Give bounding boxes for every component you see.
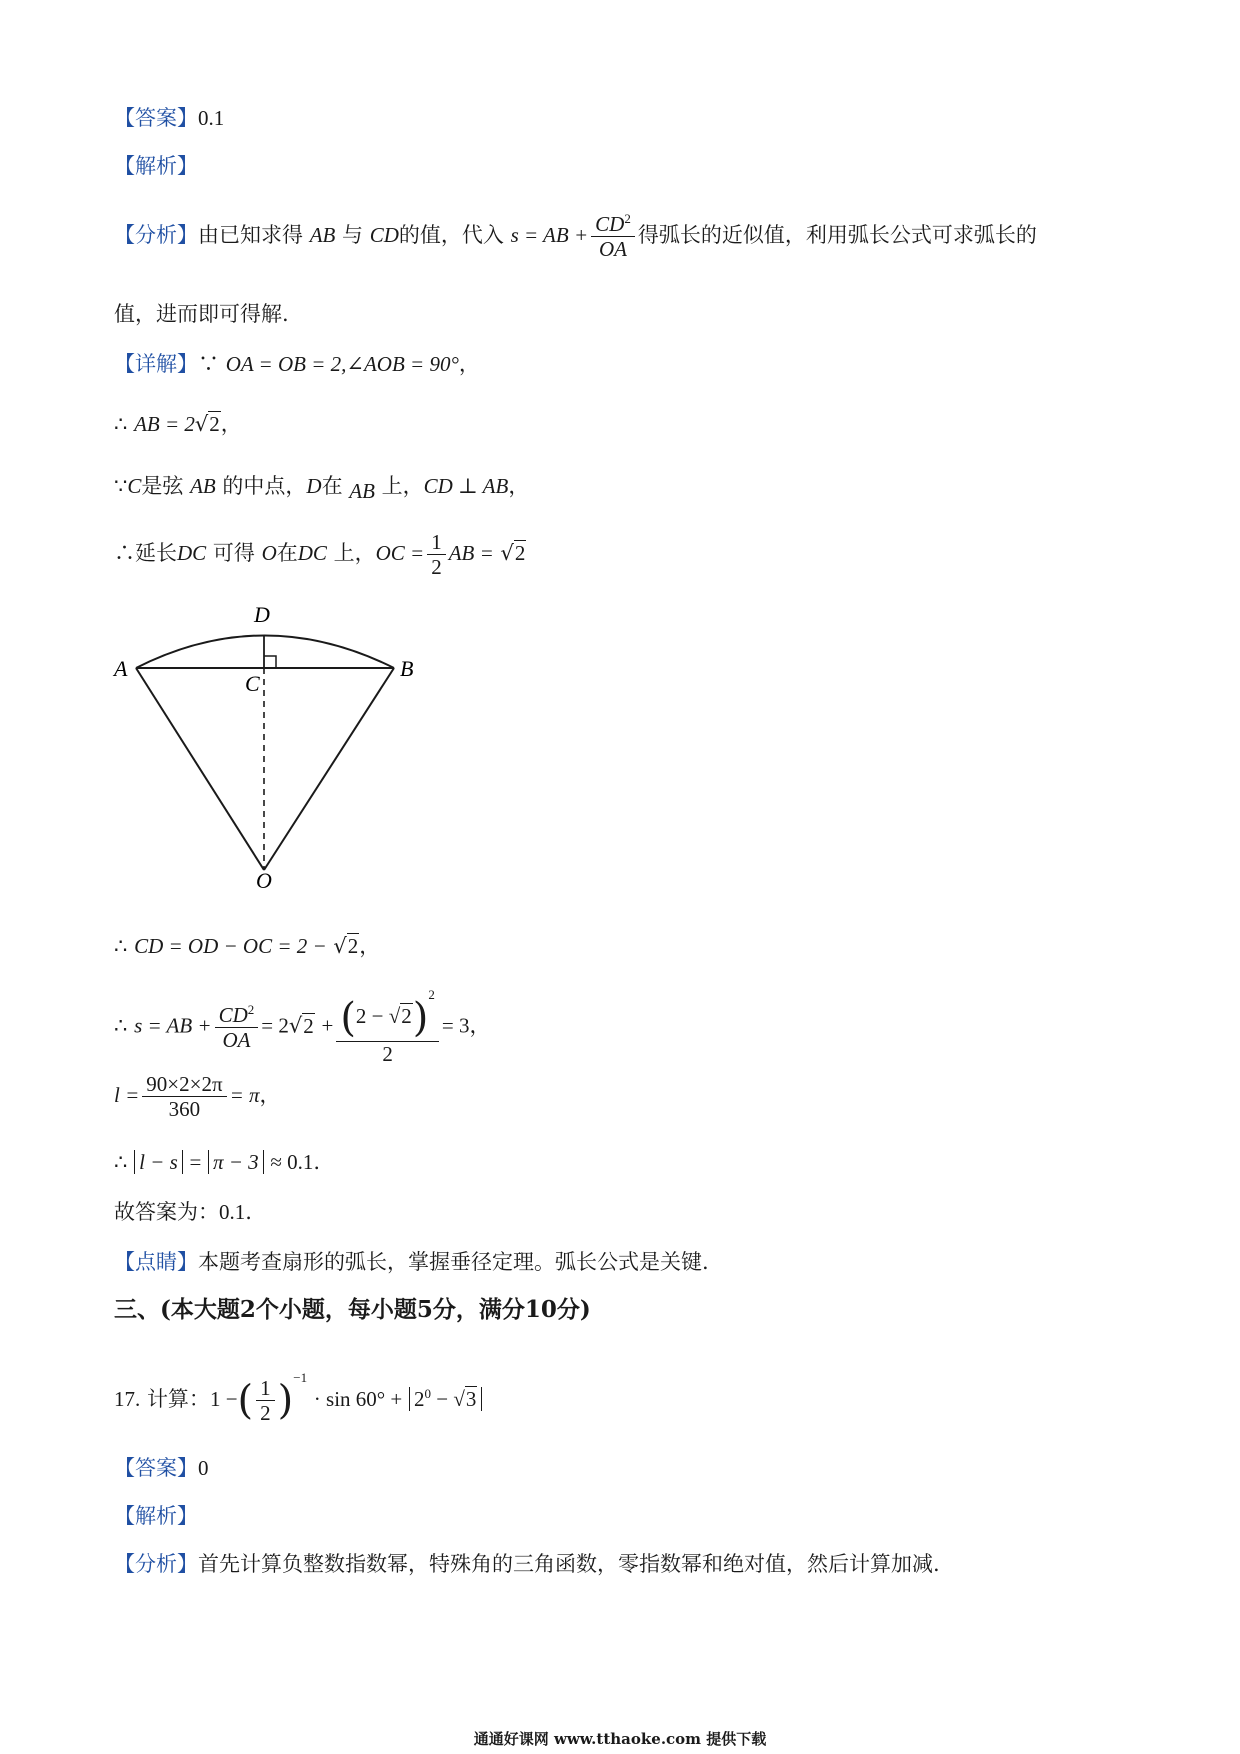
math-O: O [261, 541, 277, 566]
because-symbol: ∵ [198, 352, 219, 376]
radicand: 2 [209, 412, 220, 436]
fenxi-text: 与 [342, 223, 364, 248]
label-A: A [114, 656, 128, 681]
analysis-heading-1 [114, 154, 198, 179]
answer-value: 0.1 [219, 1200, 246, 1224]
punct: . [245, 1200, 252, 1224]
equation: l = [114, 1083, 140, 1108]
exponent: −1 [293, 1370, 308, 1385]
cd-line: ∴ CD = OD − OC = 2 − √2， [114, 934, 381, 958]
fenxi-line-2 [114, 1552, 940, 1577]
s-line: ∴ s = AB + $\frac{CD^2}{OA}$ = 2√2 + $\frac{(2 - √2)^2}{2}$ = 3， [114, 987, 491, 1067]
right-angle-mark [264, 656, 276, 668]
equation: OA = OB = 2,∠AOB = 90° [225, 352, 459, 376]
equation: AB = 2 [134, 412, 195, 436]
therefore-symbol: ∴ [114, 541, 135, 566]
label-D: D [254, 602, 270, 627]
therefore-symbol: ∴ [114, 412, 128, 436]
radius-OB [264, 668, 394, 870]
fenxi-line-1b [114, 302, 289, 327]
text: 延长 [135, 541, 177, 566]
label-C: C [245, 671, 260, 696]
answer-line-2 [114, 1456, 209, 1481]
math-D: D [306, 474, 322, 498]
answer-tag: 【答案】 [114, 106, 198, 130]
xiangjie-tag: 【详解】 [114, 352, 198, 376]
abs-line [114, 1150, 320, 1175]
section-3-heading: 三、(本大题2个小题，每小题5分，满分10分) [114, 1296, 591, 1323]
radicand: 2 [514, 541, 526, 566]
fraction-half: $\frac{1}{2}$ [427, 530, 446, 579]
fraction-arc-length: $\frac{90\times 2\times 2\pi}{360}$ [142, 1072, 226, 1121]
dianjing-tag: 【点睛】 [114, 1250, 198, 1274]
answer-line-1 [114, 106, 224, 131]
question-label: 计算： [146, 1387, 210, 1411]
midpoint-line [114, 474, 530, 503]
radicand: 2 [303, 1013, 314, 1038]
answer-value: 0.1 [198, 106, 225, 130]
expr: · sin 60° + [313, 1387, 403, 1411]
text: 在 [276, 541, 298, 566]
fraction-cd2-oa: $\frac{CD^2}{OA}$ [215, 1003, 259, 1052]
dianjing-line [114, 1250, 709, 1275]
ab-line: ∴ AB = 2√2， [114, 412, 242, 436]
because-symbol: ∵ [114, 474, 128, 498]
analysis-tag: 【解析】 [114, 154, 198, 178]
page-footer: 通通好课网 www.tthaoke.com 提供下载 [473, 1730, 767, 1748]
fenxi-text: 值，进而即可得解. [114, 302, 289, 326]
equation: OC = [375, 541, 425, 566]
punct: ， [458, 352, 480, 376]
fenxi-text: 的值，代入 [398, 223, 504, 248]
text: 上， [333, 541, 376, 566]
text: 故答案为： [114, 1200, 219, 1224]
text: 上， [381, 474, 424, 498]
formula-s: s = AB + [510, 223, 589, 248]
abs-expression: $2^0 - √3$ [409, 1387, 482, 1411]
punct: . [313, 1150, 321, 1174]
analysis-tag: 【解析】 [114, 1504, 198, 1528]
abs-l-s: l − s [134, 1150, 183, 1174]
l-line [114, 1072, 281, 1121]
therefore-symbol: ∴ [114, 1013, 128, 1038]
equation-result: = 3 [441, 1013, 470, 1038]
equation: s = AB + [134, 1013, 212, 1038]
radicand: 2 [347, 934, 359, 958]
math-DC: DC [177, 541, 207, 566]
punct: ， [220, 412, 242, 436]
sector-figure [108, 600, 448, 890]
expr: 1 − [209, 1387, 238, 1411]
math-AB: AB [190, 474, 216, 498]
equation-result: = π [229, 1083, 260, 1108]
plus: + [321, 1013, 334, 1038]
analysis-heading-2 [114, 1504, 198, 1529]
radius-OA [136, 668, 264, 870]
math-CD: CD [369, 223, 399, 248]
therefore-symbol: ∴ [114, 934, 128, 958]
arc-AB [136, 636, 394, 669]
math-C: C [127, 474, 142, 498]
label-O: O [256, 868, 272, 890]
equation-result: ≈ 0.1 [270, 1150, 314, 1174]
therefore-symbol: ∴ [114, 1150, 128, 1174]
fenxi-text: 得弧长的近似值，利用弧长公式可求弧长的 [637, 223, 1037, 248]
text: 在 [321, 474, 343, 498]
perp-relation: CD ⊥ AB [423, 474, 509, 498]
equals: = [189, 1150, 202, 1174]
punct: ， [508, 474, 530, 498]
dianjing-text: 本题考查扇形的弧长，掌握垂径定理。弧长公式是关键. [198, 1250, 709, 1274]
fraction-half: $\frac{1}{2}$ [256, 1376, 275, 1425]
answer-value: 0 [198, 1456, 209, 1480]
fenxi-text: 首先计算负整数指数幂，特殊角的三角函数，零指数幂和绝对值，然后计算加减. [198, 1552, 940, 1576]
equation: = 2 [261, 1013, 289, 1038]
fenxi-line-1 [114, 212, 1037, 261]
question-17: 17. 计算：1 −( $\frac{1}{2}$ )$^{-1} \cdot \sin 60^\circ + 2^0 - √3$ [114, 1370, 482, 1425]
xiangjie-line [114, 352, 480, 377]
punct: ， [259, 1083, 281, 1108]
punct: ， [359, 934, 381, 958]
text: 是弦 [141, 474, 184, 498]
math-arc-AB: AB [349, 479, 375, 503]
equation: AB = [448, 541, 494, 566]
text: 可得 [212, 541, 255, 566]
punct: ， [469, 1013, 491, 1038]
oc-line: ∴延长DC 可得 O在DC 上，OC = $\frac{1}{2}$ AB = √2 [114, 530, 526, 580]
text: 的中点， [222, 474, 307, 498]
abs-pi-3: π − 3 [208, 1150, 264, 1174]
math-AB: AB [309, 223, 336, 248]
label-B: B [400, 656, 414, 681]
math-DC: DC [297, 541, 327, 566]
fenxi-tag: 【分析】 [114, 1552, 198, 1576]
fraction-paren-squared: $\frac{(2 - √2)^2}{2}$ [336, 988, 439, 1066]
fraction-cd2-oa: $\frac{CD^2}{OA}$ [591, 212, 635, 261]
fenxi-tag: 【分析】 [114, 223, 198, 248]
question-number: 17. [114, 1387, 141, 1411]
answer-tag: 【答案】 [114, 1456, 198, 1480]
fenxi-text: 由已知求得 [198, 223, 303, 248]
guda-line [114, 1200, 252, 1225]
equation: CD = OD − OC = 2 − [134, 934, 327, 958]
